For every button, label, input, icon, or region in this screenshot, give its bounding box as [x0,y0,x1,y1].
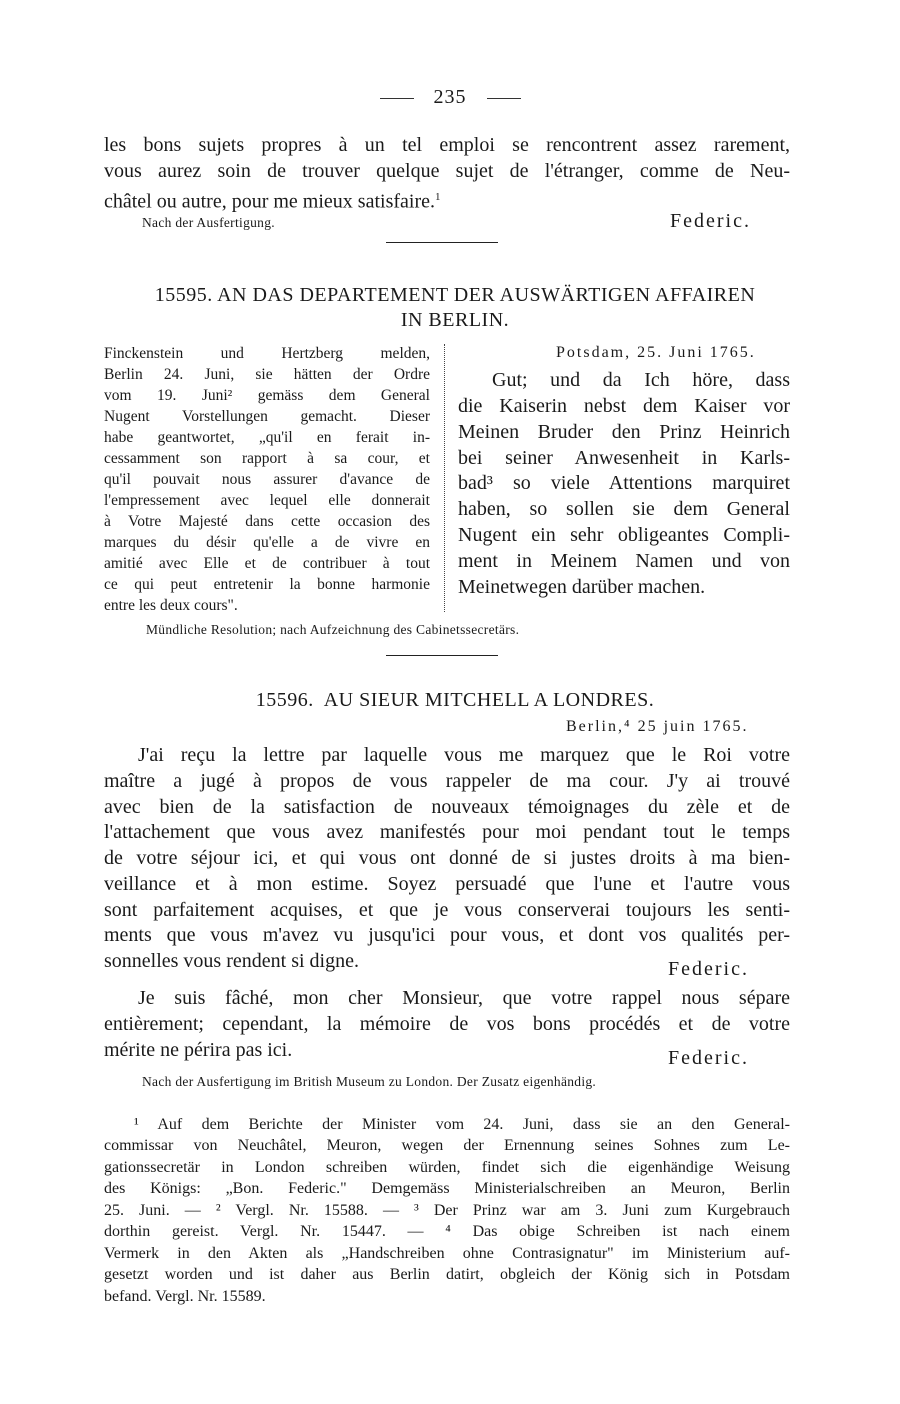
text-line: les bons sujets propres à un tel emploi se rencontrent assez rarement, [104,134,790,156]
footnote-line: des Königs: „Bon. Federic." Demgemäss Ministerialschreiben an Meuron, Berlin [104,1180,790,1197]
resolution-line: ment in Meinem Namen und von [458,550,790,572]
resolution-line: Meinen Bruder den Prinz Heinrich [458,421,790,443]
text-line: J'ai reçu la lettre par laquelle vous me marquez que le Roi votre [138,744,790,766]
summary-line: amitié avec Elle et de contribuer à tout [104,555,430,572]
letter-addressee: AN DAS DEPARTEMENT DER AUSWÄRTIGEN AFFAIREN [217,284,756,306]
footnote-line: gationssecretär in London schreiben würden, findet sich die eigenhändige Weisung [104,1159,790,1176]
summary-line: l'empressement avec lequel elle donnerait [104,492,430,509]
resolution-line: bei seiner Anwesenheit in Karls- [458,447,790,469]
resolution-line: bad³ so viele Attentions marquiret [458,472,790,494]
page-number [0,86,900,109]
text-line: mérite ne périra pas ici. [104,1039,293,1061]
letter-heading [60,284,850,307]
text-line: châtel ou autre, pour me mieux satisfaire.$^1$ [104,190,441,213]
text-line: l'attachement que vous avez manifestés pour moi pendant tout le temps [104,821,790,843]
footnote-line: Vermerk in den Akten als „Handschreiben ohne Contrasignatur" im Ministerium auf- [104,1245,790,1262]
footnote-ref: 1 [435,191,441,203]
summary-line: qu'il pouvait nous assurer d'avance de [104,471,430,488]
letter-heading [60,689,850,712]
summary-line: ce qui peut entretenir la bonne harmonie [104,576,430,593]
footnote-line: befand. Vergl. Nr. 15589. [104,1288,266,1305]
summary-line: entre les deux cours". [104,597,238,614]
page-number-text: 235 [433,86,467,108]
footnote-line: dorthin gereist. Vergl. Nr. 15447. — ⁴ Das obige Schreiben ist nach einem [104,1223,790,1240]
resolution-line: Nugent ein sehr obligeantes Compli- [458,524,790,546]
text-line: sonnelles vous rendent si digne. [104,950,359,972]
footnote-line: ¹ Auf dem Berichte der Minister vom 24. Juni, dass sie an den General- [134,1116,790,1133]
text-line: sont parfaitement acquises, et que je vous conserverai toujours les senti- [104,899,790,921]
letter-addressee: AU SIEUR MITCHELL A LONDRES. [323,689,655,711]
footnote-line: commissar von Neuchâtel, Meuron, wegen der Ernennung seines Sohnes zum Le- [104,1137,790,1154]
source-note: Mündliche Resolution; nach Aufzeichnung des Cabinetssecretärs. [146,622,520,637]
summary-line: Berlin 24. Juni, sie hätten der Ordre [104,366,430,383]
column-divider [444,344,445,612]
text-line: maître a jugé à propos de vous rappeler de ma cour. J'y ai trouvé [104,770,790,792]
text-line: entièrement; cependant, la mémoire de vos bons procédés et de votre [104,1013,790,1035]
summary-line: habe geantwortet, „qu'il en ferait in- [104,429,430,446]
section-rule [386,655,498,656]
text-line: Je suis fâché, mon cher Monsieur, que votre rappel nous sépare [138,987,790,1009]
letter-number: 15595. [154,284,213,306]
resolution-line: die Kaiserin nebst dem Kaiser vor [458,395,790,417]
section-rule [386,242,498,243]
text-line: ments que vous m'avez vu jusqu'ici pour vous, et dont vos qualités per- [104,924,790,946]
summary-first-line: Finckenstein und Hertzberg melden, [104,345,430,362]
footnote-line: 25. Juni. — ² Vergl. Nr. 15588. — ³ Der Prinz war am 3. Juni zum Kurgebrauch [104,1202,790,1219]
source-note: Nach der Ausfertigung. [142,215,275,230]
resolution-line: Meinetwegen darüber machen. [458,576,706,598]
resolution-line: haben, so sollen sie dem General [458,498,790,520]
page-number-dash-right [487,98,521,99]
summary-line: vom 19. Juni² gemäss dem General [104,387,430,404]
text-line: de votre séjour ici, et qui vous ont donné de si justes droits à ma bien- [104,847,790,869]
page-number-dash-left [380,98,414,99]
signature: Federic. [668,1047,749,1069]
place-date: Potsdam, 25. Juni 1765. [556,344,756,361]
summary-line: cessamment son rapport à sa cour, et [104,450,430,467]
text-line: avec bien de la satisfaction de nouveaux témoignages du zèle et de [104,796,790,818]
summary-line: à Votre Majesté dans cette occasion des [104,513,430,530]
resolution-line: Gut; und da Ich höre, dass [492,369,790,391]
summary-line: Nugent Vorstellungen gemacht. Dieser [104,408,430,425]
letter-number: 15596. [255,689,314,711]
source-note: Nach der Ausfertigung im British Museum zu London. Der Zusatz eigenhändig. [142,1074,597,1089]
letter-heading-line2: IN BERLIN. [400,309,510,331]
text-line: vous aurez soin de trouver quelque sujet de l'étranger, comme de Neu- [104,160,790,182]
place-date: Berlin,⁴ 25 juin 1765. [566,718,749,735]
footnote-line: gesetzt worden und ist daher aus Berlin datirt, obgleich der König sich in Potsdam [104,1266,790,1283]
summary-line: marques du désir qu'elle a de vivre en [104,534,430,551]
signature: Federic. [670,210,751,232]
summary-line [104,343,430,364]
signature: Federic. [668,958,749,980]
text-line: veillance et à mon estime. Soyez persuadé que l'une et l'autre vous [104,873,790,895]
